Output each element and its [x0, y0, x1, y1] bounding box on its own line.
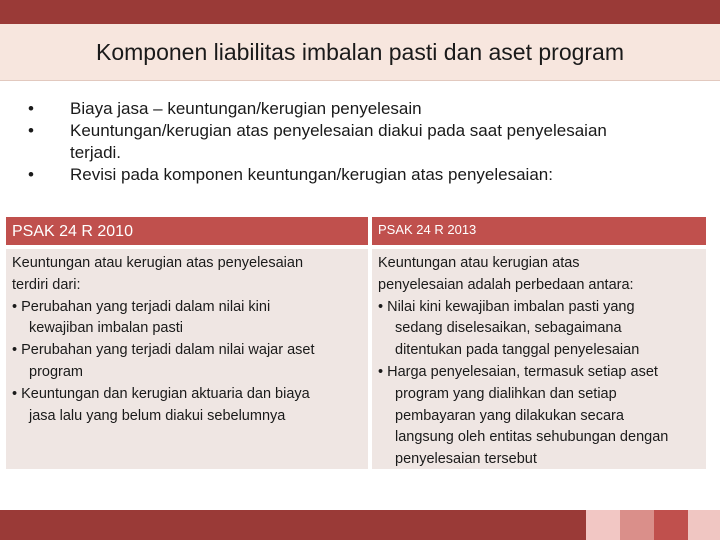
- bullet-item-recognition: [28, 120, 708, 164]
- cell-line: Keuntungan atau kerugian atas penyelesaian: [12, 255, 304, 271]
- cell-line: • Harga penyelesaian, termasuk setiap aset: [378, 363, 658, 380]
- page-title: Komponen liabilitas imbalan pasti dan aset program: [95, 39, 625, 65]
- cell-line: sedang diselesaikan, sebagaimana: [395, 320, 622, 337]
- cell-line: penyelesaian adalah perbedaan antara:: [378, 276, 634, 293]
- table-header-2013: PSAK 24 R 2013: [372, 217, 706, 245]
- cell-line: • Keuntungan dan kerugian aktuaria dan biaya: [12, 385, 310, 402]
- bullet-list: [28, 98, 708, 186]
- table-header-2010: PSAK 24 R 2010: [6, 217, 368, 245]
- bullet-item-revision: [28, 164, 708, 186]
- cell-line: langsung oleh entitas sehubungan dengan: [395, 429, 669, 446]
- bullet-text: Revisi pada komponen keuntungan/kerugian atas penyelesaian:: [70, 165, 553, 184]
- bullet-item-service-cost: [28, 98, 708, 120]
- cell-line: penyelesaian tersebut: [395, 451, 537, 468]
- decorative-square: [688, 510, 720, 540]
- cell-line: jasa lalu yang belum diakui sebelumnya: [29, 407, 286, 424]
- decorative-square: [620, 510, 654, 540]
- bullet-text-continuation: terjadi.: [70, 143, 122, 162]
- cell-line: program yang dialihkan dan setiap: [395, 385, 617, 402]
- cell-line: terdiri dari:: [12, 276, 81, 293]
- cell-line: Keuntungan atau kerugian atas: [378, 255, 580, 271]
- cell-line: • Nilai kini kewajiban imbalan pasti yang: [378, 298, 635, 315]
- title-band: [0, 24, 720, 81]
- cell-line: ditentukan pada tanggal penyelesaian: [395, 342, 640, 359]
- cell-line: pembayaran yang dilakukan secara: [395, 407, 624, 424]
- cell-line: • Perubahan yang terjadi dalam nilai kini: [12, 298, 271, 315]
- comparison-table: [6, 217, 706, 469]
- bullet-text: Biaya jasa – keuntungan/kerugian penyelesain: [70, 99, 422, 118]
- cell-line: kewajiban imbalan pasti: [29, 320, 183, 337]
- table-cell-2013: [372, 249, 706, 469]
- table-cell-2010: [6, 249, 368, 469]
- bullet-text: Keuntungan/kerugian atas penyelesaian diakui pada saat penyelesaian: [70, 121, 607, 140]
- cell-line: program: [29, 363, 83, 380]
- decorative-square: [586, 510, 620, 540]
- cell-line: • Perubahan yang terjadi dalam nilai wajar aset: [12, 342, 315, 359]
- decorative-square: [654, 510, 688, 540]
- top-accent-bar: [0, 0, 720, 24]
